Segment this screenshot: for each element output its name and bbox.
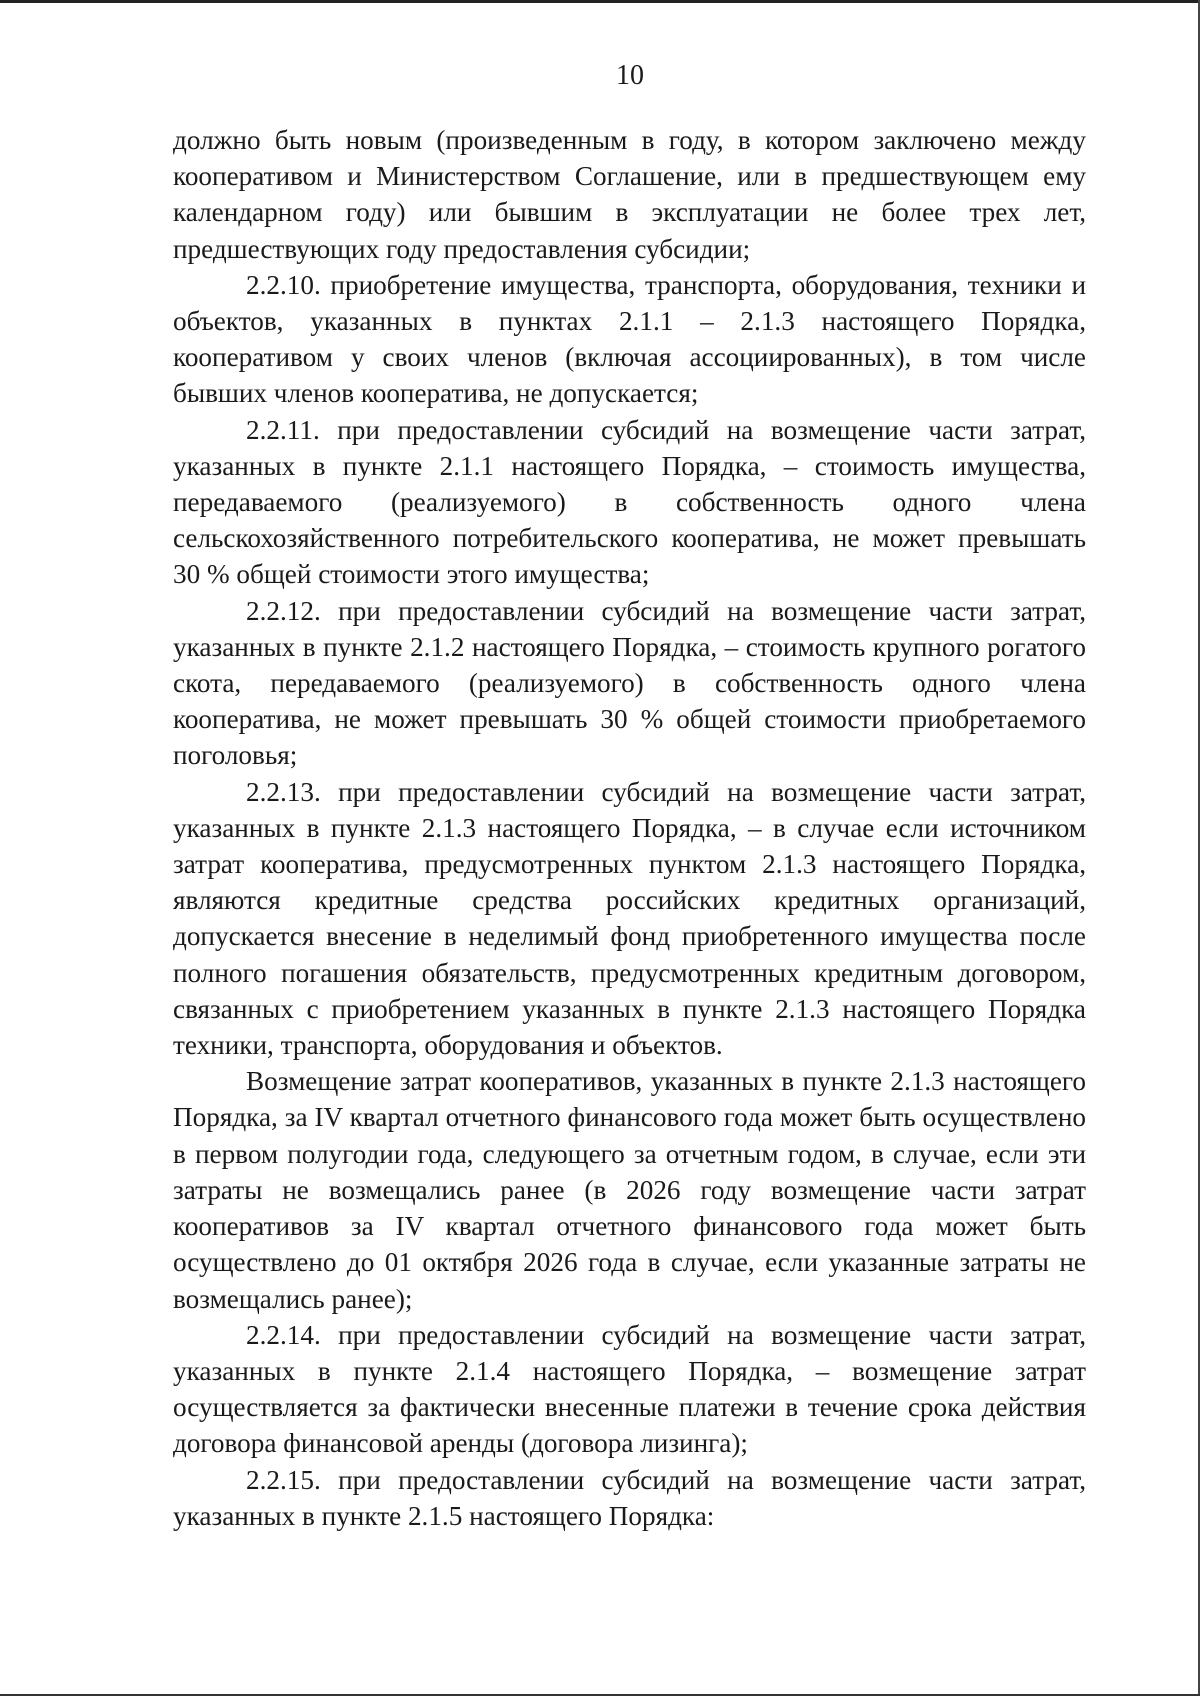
scan-top-edge (0, 0, 1200, 3)
paragraph-2-2-12: 2.2.12. при предоставлении субсидий на возмещение части затрат, указанных в пункте 2.1.2 настоящего Порядка, – стоимость крупного рогатого скота, передаваемого (реализуемого) в собственность одного члена кооператива, не может превышать 30 % общей стоимости приобретаемого поголовья; (173, 595, 1086, 771)
paragraph-2-2-15: 2.2.15. при предоставлении субсидий на возмещение части затрат, указанных в пункте 2.1.5 настоящего Порядка: (173, 1464, 1086, 1531)
page-number: 10 (616, 60, 644, 91)
document-body (173, 122, 1086, 1534)
paragraph-continuation: должно быть новым (произведенным в году, в котором заключено между кооперативом и Министерством Соглашение, или в предшествующем ему календарном году) или бывшим в эксплуатации не более трех лет, предшествующих году предоставления субсидии; (173, 125, 1086, 264)
paragraph-2-2-11: 2.2.11. при предоставлении субсидий на возмещение части затрат, указанных в пункте 2.1.1 настоящего Порядка, – стоимость имущества, передаваемого (реализуемого) в собственность одного члена сельскохозяйственного потребительского кооператива, не может превышать 30 % общей стоимости этого имущества; (173, 414, 1086, 590)
paragraph-2-2-10: 2.2.10. приобретение имущества, транспорта, оборудования, техники и объектов, указанных в пунктах 2.1.1 – 2.1.3 настоящего Порядка, кооперативом у своих членов (включая ассоциированных), в том числе бывших членов кооператива, не допускается; (173, 269, 1086, 409)
paragraph-2-2-13: 2.2.13. при предоставлении субсидий на возмещение части затрат, указанных в пункте 2.1.3 настоящего Порядка, – в случае если источником затрат кооператива, предусмотренных пунктом 2.1.3 настоящего Порядка, являются кредитные средства российских кредитных организаций, допускается внесение в неделимый фонд приобретенного имущества после полного погашения обязательств, предусмотренных кредитным договором, связанных с приобретением указанных в пункте 2.1.3 настоящего Порядка техники, транспорта, оборудования и объектов. (173, 776, 1086, 1061)
paragraph-reimbursement-q4: Возмещение затрат кооперативов, указанных в пункте 2.1.3 настоящего Порядка, за IV квартал отчетного финансового года может быть осуществлено в первом полугодии года, следующего за отчетным годом, в случае, если эти затраты не возмещались ранее (в 2026 году возмещение части затрат кооперативов за IV квартал отчетного финансового года может быть осуществлено до 01 октября 2026 года в случае, если указанные затраты не возмещались ранее); (173, 1066, 1086, 1314)
paragraph-2-2-14: 2.2.14. при предоставлении субсидий на возмещение части затрат, указанных в пункте 2.1.4 настоящего Порядка, – возмещение затрат осуществляется за фактически внесенные платежи в течение срока действия договора финансовой аренды (договора лизинга); (173, 1319, 1086, 1459)
